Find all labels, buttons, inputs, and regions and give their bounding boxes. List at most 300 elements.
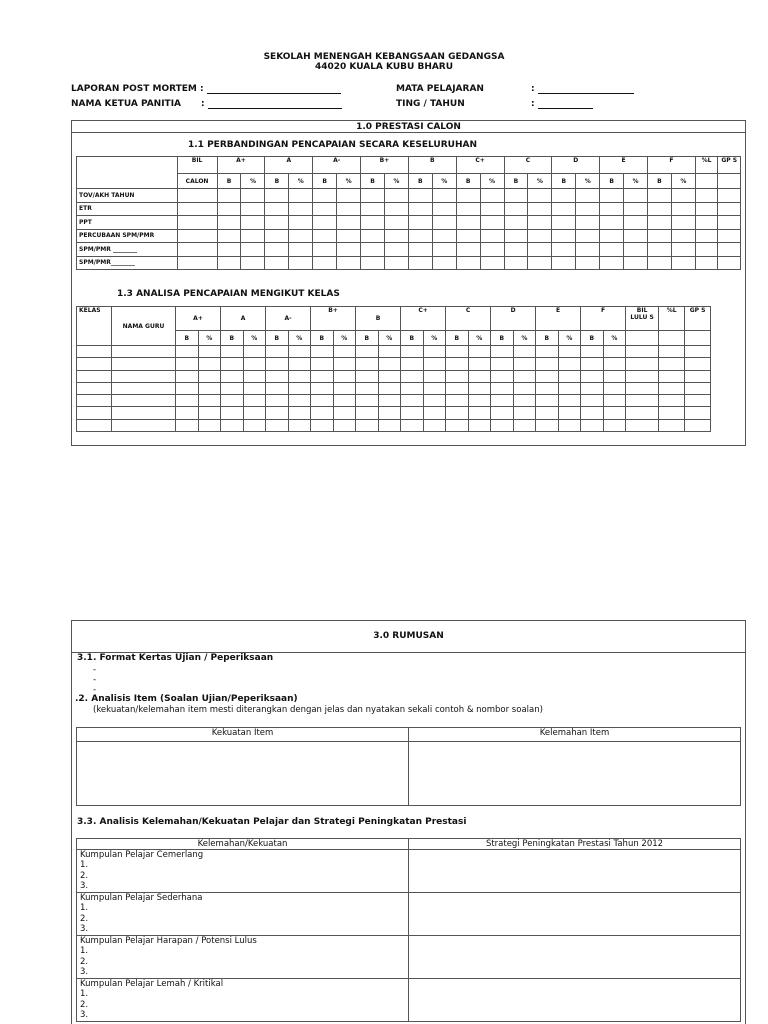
t2-cell[interactable] (243, 407, 266, 419)
t2-cell[interactable] (685, 370, 711, 382)
t2-cell[interactable] (378, 346, 401, 358)
t2-cell[interactable] (659, 407, 685, 419)
t2-cell[interactable] (112, 419, 176, 431)
t1-cell[interactable] (647, 229, 671, 243)
t1-cell[interactable] (600, 256, 624, 270)
t2-cell[interactable] (423, 382, 446, 394)
t1-cell[interactable] (408, 243, 432, 257)
t2-cell[interactable] (491, 407, 514, 419)
t2-cell[interactable] (558, 419, 581, 431)
t2-cell[interactable] (356, 382, 379, 394)
t2-cell[interactable] (685, 419, 711, 431)
t2-cell[interactable] (468, 358, 491, 370)
t2-cell[interactable] (558, 346, 581, 358)
t1-cell[interactable] (600, 216, 624, 230)
t1-cell[interactable] (177, 256, 217, 270)
t2-cell[interactable] (659, 419, 685, 431)
t2-cell[interactable] (176, 419, 199, 431)
t2-cell[interactable] (333, 370, 356, 382)
t1-cell[interactable] (289, 216, 313, 230)
t2-cell[interactable] (356, 407, 379, 419)
strategy-cell[interactable] (409, 850, 741, 893)
t1-cell[interactable] (289, 189, 313, 203)
t2-cell[interactable] (446, 370, 469, 382)
mata-blank[interactable] (538, 84, 634, 94)
t2-cell[interactable] (198, 346, 221, 358)
t1-cell[interactable] (600, 189, 624, 203)
t1-cell[interactable] (695, 202, 718, 216)
t2-cell[interactable] (243, 382, 266, 394)
t1-cell[interactable] (671, 229, 695, 243)
t1-cell[interactable] (528, 189, 552, 203)
t2-cell[interactable] (446, 419, 469, 431)
t1-cell[interactable] (241, 202, 265, 216)
t1-cell[interactable] (177, 229, 217, 243)
t2-cell[interactable] (112, 370, 176, 382)
t1-cell[interactable] (552, 229, 576, 243)
t2-cell[interactable] (468, 407, 491, 419)
t1-cell[interactable] (480, 216, 504, 230)
t2-cell[interactable] (513, 370, 536, 382)
t1-cell[interactable] (432, 229, 456, 243)
t2-cell[interactable] (536, 358, 559, 370)
t2-cell[interactable] (311, 395, 334, 407)
t1-cell[interactable] (480, 229, 504, 243)
t1-cell[interactable] (718, 256, 741, 270)
t1-cell[interactable] (217, 243, 241, 257)
t2-cell[interactable] (603, 382, 626, 394)
t1-cell[interactable] (217, 256, 241, 270)
t1-cell[interactable] (432, 243, 456, 257)
t2-cell[interactable] (603, 419, 626, 431)
t1-cell[interactable] (600, 202, 624, 216)
t2-cell[interactable] (468, 382, 491, 394)
t1-cell[interactable] (241, 243, 265, 257)
t1-cell[interactable] (695, 216, 718, 230)
t2-cell[interactable] (491, 395, 514, 407)
t2-cell[interactable] (446, 358, 469, 370)
t1-cell[interactable] (217, 229, 241, 243)
t2-cell[interactable] (423, 395, 446, 407)
t2-cell[interactable] (536, 395, 559, 407)
t2-cell[interactable] (603, 358, 626, 370)
t1-cell[interactable] (217, 202, 241, 216)
t1-cell[interactable] (671, 189, 695, 203)
t1-cell[interactable] (718, 216, 741, 230)
t2-cell[interactable] (423, 370, 446, 382)
t2-cell[interactable] (401, 382, 424, 394)
t2-cell[interactable] (536, 346, 559, 358)
t2-cell[interactable] (77, 370, 112, 382)
t1-cell[interactable] (177, 202, 217, 216)
t1-cell[interactable] (361, 243, 385, 257)
t2-cell[interactable] (112, 358, 176, 370)
t2-cell[interactable] (581, 346, 604, 358)
t1-cell[interactable] (456, 243, 480, 257)
t1-cell[interactable] (671, 243, 695, 257)
t2-cell[interactable] (333, 419, 356, 431)
t1-cell[interactable] (576, 202, 600, 216)
t2-cell[interactable] (221, 370, 244, 382)
t2-cell[interactable] (198, 358, 221, 370)
t2-cell[interactable] (626, 419, 659, 431)
t2-cell[interactable] (266, 346, 289, 358)
t2-cell[interactable] (311, 346, 334, 358)
t1-cell[interactable] (289, 256, 313, 270)
t2-cell[interactable] (468, 395, 491, 407)
t2-cell[interactable] (513, 382, 536, 394)
t1-cell[interactable] (265, 202, 289, 216)
t2-cell[interactable] (77, 382, 112, 394)
t2-cell[interactable] (311, 382, 334, 394)
t2-cell[interactable] (513, 358, 536, 370)
t1-cell[interactable] (456, 202, 480, 216)
t2-cell[interactable] (221, 346, 244, 358)
t2-cell[interactable] (333, 382, 356, 394)
t1-cell[interactable] (504, 229, 528, 243)
t2-cell[interactable] (401, 395, 424, 407)
t1-cell[interactable] (313, 229, 337, 243)
t2-cell[interactable] (378, 382, 401, 394)
kekuatan-cell[interactable] (77, 742, 409, 806)
t2-cell[interactable] (356, 346, 379, 358)
strategy-cell[interactable] (409, 979, 741, 1022)
t1-cell[interactable] (647, 216, 671, 230)
t1-cell[interactable] (456, 229, 480, 243)
t2-cell[interactable] (77, 419, 112, 431)
t1-cell[interactable] (337, 256, 361, 270)
t1-cell[interactable] (408, 202, 432, 216)
t1-cell[interactable] (528, 229, 552, 243)
t2-cell[interactable] (333, 407, 356, 419)
t1-cell[interactable] (337, 243, 361, 257)
t1-cell[interactable] (313, 189, 337, 203)
t2-cell[interactable] (266, 370, 289, 382)
t2-cell[interactable] (685, 395, 711, 407)
t2-cell[interactable] (491, 419, 514, 431)
t1-cell[interactable] (480, 243, 504, 257)
t2-cell[interactable] (333, 358, 356, 370)
t1-cell[interactable] (337, 229, 361, 243)
t2-cell[interactable] (491, 358, 514, 370)
t2-cell[interactable] (603, 370, 626, 382)
t1-cell[interactable] (624, 202, 648, 216)
t1-cell[interactable] (456, 216, 480, 230)
t2-cell[interactable] (603, 346, 626, 358)
t1-cell[interactable] (528, 202, 552, 216)
t2-cell[interactable] (685, 382, 711, 394)
t2-cell[interactable] (288, 370, 311, 382)
t1-cell[interactable] (624, 256, 648, 270)
t2-cell[interactable] (423, 419, 446, 431)
t2-cell[interactable] (311, 358, 334, 370)
t1-cell[interactable] (313, 243, 337, 257)
t2-cell[interactable] (311, 419, 334, 431)
t1-cell[interactable] (384, 189, 408, 203)
t2-cell[interactable] (626, 358, 659, 370)
t2-cell[interactable] (288, 395, 311, 407)
t2-cell[interactable] (333, 395, 356, 407)
t2-cell[interactable] (288, 382, 311, 394)
t1-cell[interactable] (265, 189, 289, 203)
t1-cell[interactable] (313, 202, 337, 216)
t2-cell[interactable] (468, 370, 491, 382)
t2-cell[interactable] (423, 358, 446, 370)
t1-cell[interactable] (504, 243, 528, 257)
t1-cell[interactable] (361, 202, 385, 216)
t1-cell[interactable] (177, 216, 217, 230)
t2-cell[interactable] (659, 382, 685, 394)
t2-cell[interactable] (198, 395, 221, 407)
t1-cell[interactable] (241, 229, 265, 243)
t1-cell[interactable] (504, 256, 528, 270)
t2-cell[interactable] (581, 419, 604, 431)
t2-cell[interactable] (288, 419, 311, 431)
t2-cell[interactable] (378, 407, 401, 419)
t1-cell[interactable] (241, 256, 265, 270)
t2-cell[interactable] (603, 395, 626, 407)
t2-cell[interactable] (401, 370, 424, 382)
t1-cell[interactable] (265, 229, 289, 243)
t2-cell[interactable] (685, 346, 711, 358)
t1-cell[interactable] (456, 189, 480, 203)
t2-cell[interactable] (468, 346, 491, 358)
t2-cell[interactable] (176, 370, 199, 382)
t2-cell[interactable] (198, 407, 221, 419)
t1-cell[interactable] (480, 256, 504, 270)
t1-cell[interactable] (647, 202, 671, 216)
t1-cell[interactable] (647, 243, 671, 257)
t2-cell[interactable] (491, 346, 514, 358)
t2-cell[interactable] (221, 419, 244, 431)
t1-cell[interactable] (337, 189, 361, 203)
t2-cell[interactable] (401, 358, 424, 370)
t2-cell[interactable] (513, 395, 536, 407)
kelemahan-cell[interactable] (409, 742, 741, 806)
laporan-blank[interactable] (207, 84, 341, 94)
t2-cell[interactable] (288, 346, 311, 358)
t2-cell[interactable] (198, 382, 221, 394)
t2-cell[interactable] (401, 346, 424, 358)
t1-cell[interactable] (671, 216, 695, 230)
t1-cell[interactable] (361, 229, 385, 243)
t1-cell[interactable] (265, 243, 289, 257)
t2-cell[interactable] (603, 407, 626, 419)
t1-cell[interactable] (265, 216, 289, 230)
t2-cell[interactable] (198, 419, 221, 431)
t2-cell[interactable] (581, 358, 604, 370)
t1-cell[interactable] (624, 229, 648, 243)
t2-cell[interactable] (536, 419, 559, 431)
t1-cell[interactable] (241, 189, 265, 203)
t1-cell[interactable] (576, 189, 600, 203)
t2-cell[interactable] (626, 395, 659, 407)
t1-cell[interactable] (408, 229, 432, 243)
t2-cell[interactable] (198, 370, 221, 382)
t1-cell[interactable] (718, 243, 741, 257)
t2-cell[interactable] (581, 382, 604, 394)
t2-cell[interactable] (243, 370, 266, 382)
t1-cell[interactable] (265, 256, 289, 270)
t1-cell[interactable] (384, 243, 408, 257)
t2-cell[interactable] (423, 407, 446, 419)
t2-cell[interactable] (221, 407, 244, 419)
strategy-cell[interactable] (409, 936, 741, 979)
t2-cell[interactable] (176, 358, 199, 370)
strategy-cell[interactable] (409, 893, 741, 936)
t2-cell[interactable] (378, 419, 401, 431)
t2-cell[interactable] (333, 346, 356, 358)
t1-cell[interactable] (718, 189, 741, 203)
t2-cell[interactable] (266, 358, 289, 370)
t2-cell[interactable] (446, 407, 469, 419)
t2-cell[interactable] (558, 407, 581, 419)
t1-cell[interactable] (624, 243, 648, 257)
t1-cell[interactable] (241, 216, 265, 230)
t1-cell[interactable] (408, 189, 432, 203)
t1-cell[interactable] (289, 229, 313, 243)
t2-cell[interactable] (558, 370, 581, 382)
t2-cell[interactable] (112, 395, 176, 407)
t1-cell[interactable] (361, 256, 385, 270)
t1-cell[interactable] (624, 189, 648, 203)
t2-cell[interactable] (378, 370, 401, 382)
t1-cell[interactable] (313, 256, 337, 270)
t2-cell[interactable] (266, 395, 289, 407)
t2-cell[interactable] (513, 407, 536, 419)
t1-cell[interactable] (552, 202, 576, 216)
t1-cell[interactable] (600, 229, 624, 243)
t1-cell[interactable] (695, 189, 718, 203)
t2-cell[interactable] (558, 358, 581, 370)
t1-cell[interactable] (177, 189, 217, 203)
t2-cell[interactable] (356, 419, 379, 431)
t1-cell[interactable] (576, 229, 600, 243)
ting-blank[interactable] (538, 99, 593, 109)
t2-cell[interactable] (176, 382, 199, 394)
t2-cell[interactable] (311, 407, 334, 419)
t2-cell[interactable] (536, 382, 559, 394)
t1-cell[interactable] (337, 202, 361, 216)
t1-cell[interactable] (384, 216, 408, 230)
t1-cell[interactable] (552, 189, 576, 203)
t2-cell[interactable] (112, 407, 176, 419)
t2-cell[interactable] (77, 395, 112, 407)
t2-cell[interactable] (513, 419, 536, 431)
t2-cell[interactable] (221, 358, 244, 370)
t1-cell[interactable] (576, 256, 600, 270)
t2-cell[interactable] (558, 395, 581, 407)
t2-cell[interactable] (356, 395, 379, 407)
t1-cell[interactable] (456, 256, 480, 270)
t2-cell[interactable] (626, 407, 659, 419)
t1-cell[interactable] (384, 229, 408, 243)
t2-cell[interactable] (176, 407, 199, 419)
t2-cell[interactable] (423, 346, 446, 358)
t1-cell[interactable] (361, 216, 385, 230)
t2-cell[interactable] (266, 382, 289, 394)
t2-cell[interactable] (243, 346, 266, 358)
t1-cell[interactable] (552, 243, 576, 257)
t1-cell[interactable] (718, 202, 741, 216)
t1-cell[interactable] (671, 202, 695, 216)
t2-cell[interactable] (356, 358, 379, 370)
t2-cell[interactable] (446, 382, 469, 394)
t1-cell[interactable] (480, 189, 504, 203)
t2-cell[interactable] (288, 358, 311, 370)
t1-cell[interactable] (695, 243, 718, 257)
t2-cell[interactable] (378, 395, 401, 407)
t1-cell[interactable] (528, 216, 552, 230)
t2-cell[interactable] (513, 346, 536, 358)
ketua-blank[interactable] (208, 99, 342, 109)
t1-cell[interactable] (217, 189, 241, 203)
t1-cell[interactable] (432, 189, 456, 203)
t1-cell[interactable] (647, 189, 671, 203)
t1-cell[interactable] (384, 202, 408, 216)
t1-cell[interactable] (289, 243, 313, 257)
t1-cell[interactable] (432, 256, 456, 270)
t2-cell[interactable] (536, 407, 559, 419)
t1-cell[interactable] (624, 216, 648, 230)
t1-cell[interactable] (552, 216, 576, 230)
t1-cell[interactable] (408, 256, 432, 270)
t2-cell[interactable] (491, 370, 514, 382)
t1-cell[interactable] (504, 202, 528, 216)
t1-cell[interactable] (504, 216, 528, 230)
t1-cell[interactable] (480, 202, 504, 216)
t2-cell[interactable] (446, 346, 469, 358)
t2-cell[interactable] (536, 370, 559, 382)
t1-cell[interactable] (217, 216, 241, 230)
t2-cell[interactable] (626, 382, 659, 394)
t2-cell[interactable] (491, 382, 514, 394)
t1-cell[interactable] (671, 256, 695, 270)
t2-cell[interactable] (266, 407, 289, 419)
t2-cell[interactable] (626, 346, 659, 358)
t1-cell[interactable] (528, 243, 552, 257)
t2-cell[interactable] (243, 358, 266, 370)
t2-cell[interactable] (446, 395, 469, 407)
t1-cell[interactable] (576, 243, 600, 257)
t2-cell[interactable] (221, 382, 244, 394)
t1-cell[interactable] (552, 256, 576, 270)
t1-cell[interactable] (432, 202, 456, 216)
t1-cell[interactable] (361, 189, 385, 203)
t2-cell[interactable] (685, 358, 711, 370)
t2-cell[interactable] (581, 407, 604, 419)
t2-cell[interactable] (288, 407, 311, 419)
t1-cell[interactable] (432, 216, 456, 230)
t2-cell[interactable] (77, 407, 112, 419)
t2-cell[interactable] (221, 395, 244, 407)
t2-cell[interactable] (176, 395, 199, 407)
t1-cell[interactable] (504, 189, 528, 203)
t2-cell[interactable] (659, 395, 685, 407)
t1-cell[interactable] (695, 256, 718, 270)
t2-cell[interactable] (468, 419, 491, 431)
t2-cell[interactable] (659, 358, 685, 370)
t2-cell[interactable] (176, 346, 199, 358)
t1-cell[interactable] (647, 256, 671, 270)
t2-cell[interactable] (356, 370, 379, 382)
t1-cell[interactable] (408, 216, 432, 230)
t2-cell[interactable] (558, 382, 581, 394)
t2-cell[interactable] (243, 419, 266, 431)
t2-cell[interactable] (401, 407, 424, 419)
t2-cell[interactable] (685, 407, 711, 419)
t2-cell[interactable] (243, 395, 266, 407)
